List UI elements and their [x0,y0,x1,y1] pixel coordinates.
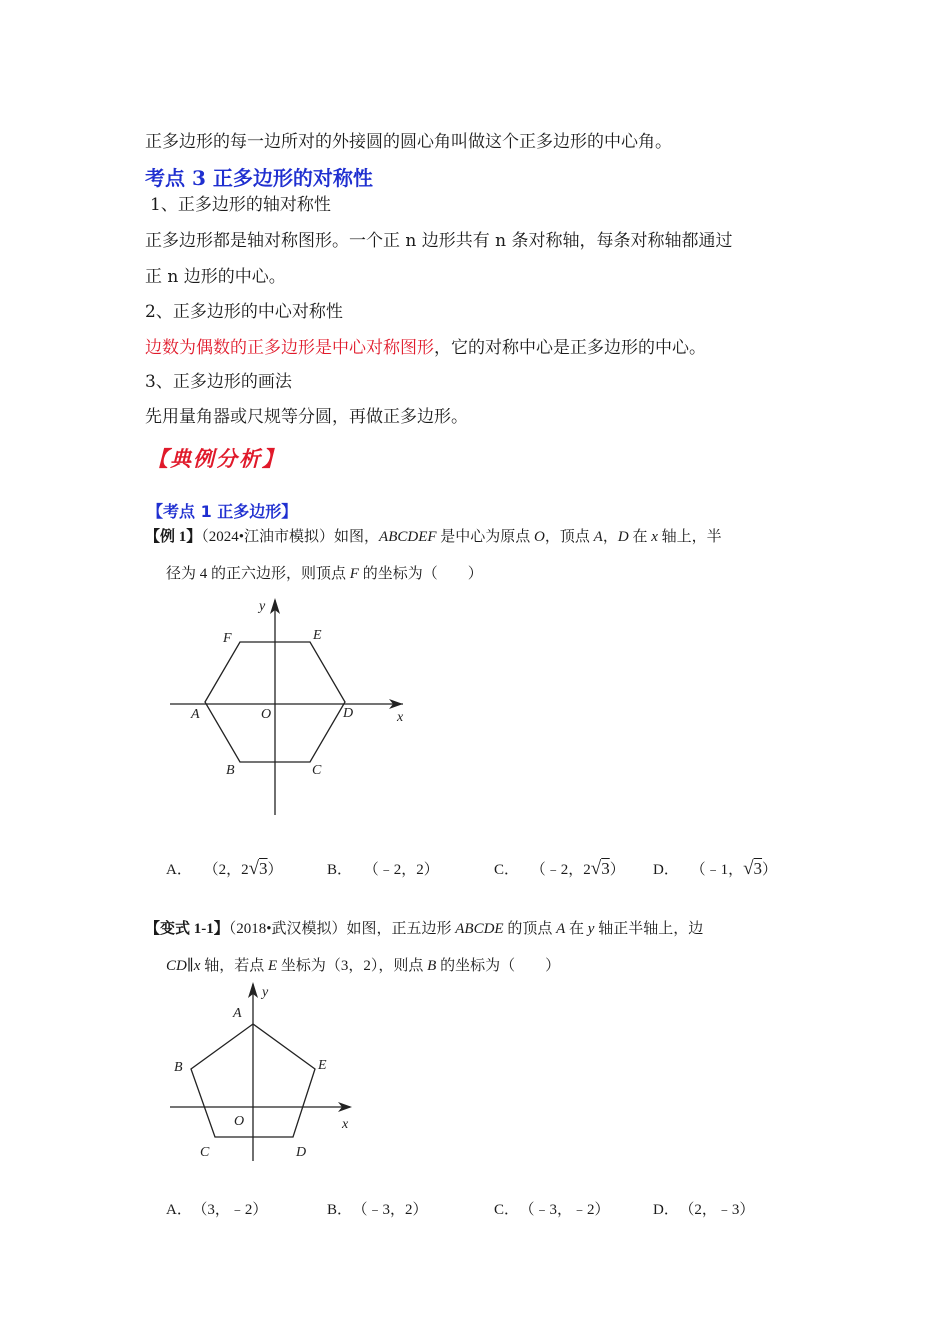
label-x: x [342,1117,349,1132]
variant1-option-b[interactable] [327,1198,428,1219]
variant1-option-a[interactable] [166,1198,267,1219]
intro-line: 正多边形的每一边所对的外接圆的圆心角叫做这个正多边形的中心角。 [145,132,672,152]
label-o: O [234,1114,245,1129]
variant1-t1: 的顶点 [503,921,557,937]
variant1-pentagon-name: ABCDE [455,921,504,937]
option-pre: （﹣2，2） [363,862,439,878]
example1-vertex-d: D [617,529,629,545]
option-pre: （﹣2，2 [530,862,591,878]
label-c: C [200,1145,210,1160]
option-key: C． [494,1202,520,1218]
variant1-t3: 轴正半轴上，边 [594,921,704,937]
variant1-option-d[interactable] [653,1198,754,1219]
point1-heading: 【考点 1 正多边形】 [147,502,298,521]
sqrt-icon: √ [590,858,602,879]
label-a: A [233,1006,242,1021]
variant1-vertex-a: A [556,921,566,937]
option-value: （3，﹣2） [199,1202,268,1218]
variant1-x: x [193,958,201,974]
option-root: 3 [601,859,610,878]
option-key: A． [166,1202,192,1218]
option-value: （2，﹣3） [686,1202,755,1218]
drawing-method-text: 先用量角器或尺规等分圆，再做正多边形。 [145,407,468,427]
variant1-y: y [587,921,595,937]
label-x: x [397,710,404,725]
example1-line2-a: 径为 4 的正六边形，则顶点 [166,566,350,582]
sqrt-icon: √ [743,858,754,879]
option-value: （﹣3，﹣2） [527,1202,610,1218]
example1-vertex-a: A [593,529,603,545]
label-d: D [343,706,354,721]
label-e: E [313,628,322,643]
example1-label: 【例 1】 [145,529,202,545]
option-pre: （﹣1， [690,862,744,878]
variant1-edge-cd: CD [166,958,187,974]
option-key: B． [327,1202,353,1218]
example1-line2-b: 的坐标为（ ） [358,566,483,582]
variant1-label: 【变式 1-1】 [145,921,229,937]
axis-symmetry-text-1: 正多边形都是轴对称图形。一个正 n 边形共有 n 条对称轴，每条对称轴都通过 [145,231,733,251]
example1-source: （2024•江油市模拟）如图， [201,529,380,545]
label-o: O [261,707,272,722]
option-key: A． [166,862,192,878]
parallel-icon: ∥ [186,958,194,974]
option-key: D． [653,862,679,878]
label-c: C [312,763,322,778]
variant1-t4: 轴，若点 [200,958,268,974]
example1-text-d: ， [602,529,618,545]
example1-line1 [145,525,722,546]
variant1-line1 [145,917,703,938]
option-key: D． [653,1202,679,1218]
example1-text-b: 是中心为原点 [436,529,535,545]
variant1-option-c[interactable] [494,1198,610,1219]
variant1-vertex-e: E [267,958,278,974]
option-post: ） [609,862,625,878]
center-symmetry-rest: ，它的对称中心是正多边形的中心。 [434,338,706,358]
drawing-method-title: 3、正多边形的画法 [145,372,292,392]
center-symmetry-title: 2、正多边形的中心对称性 [145,302,343,322]
variant1-vertex-b: B [427,958,437,974]
example1-option-d[interactable] [653,858,777,880]
example1-option-a[interactable] [166,858,283,880]
variant1-t2: 在 [565,921,588,937]
example1-text-e: 在 [628,529,652,545]
option-value: （﹣3，2） [360,1202,428,1218]
section3-title: 考点 3 正多边形的对称性 [145,166,373,190]
label-b: B [226,763,235,778]
label-d: D [296,1145,307,1160]
example1-hexagon-name: ABCDEF [379,529,437,545]
example1-text-f: 轴上，半 [657,529,722,545]
option-post: ） [267,862,283,878]
pentagon-figure [165,978,365,1168]
option-post: ） [762,862,778,878]
label-f: F [223,631,232,646]
label-y: y [262,985,269,1000]
example1-text-c: ，顶点 [544,529,594,545]
example1-x: x [651,529,658,545]
option-root: 3 [753,859,763,878]
example1-line2 [166,562,483,583]
option-root: 3 [259,859,268,878]
axis-symmetry-text-2: 正 n 边形的中心。 [145,267,286,287]
variant1-line2 [166,954,560,975]
example1-option-c[interactable] [494,858,625,880]
axis-symmetry-title: 1、正多边形的轴对称性 [150,195,331,215]
center-symmetry-highlight: 边数为偶数的正多边形是中心对称图形 [145,338,434,358]
example1-vertex-f: F [349,566,359,582]
option-key: C． [494,862,520,878]
variant1-t5: 坐标为（3，2），则点 [277,958,428,974]
variant1-source: （2018•武汉模拟）如图，正五边形 [228,921,456,937]
variant1-t6: 的坐标为（ ） [436,958,561,974]
label-a: A [191,707,200,722]
sqrt-icon: √ [248,858,260,879]
option-key: B． [327,862,353,878]
label-e: E [318,1058,327,1073]
label-y: y [259,599,266,614]
label-b: B [174,1060,183,1075]
example1-option-b[interactable] [327,858,439,879]
example1-origin: O [534,529,545,545]
analysis-heading: 【典例分析】 [147,446,285,471]
option-pre: （2，2 [203,862,249,878]
center-symmetry-text [145,333,706,358]
hexagon-figure [165,590,425,825]
